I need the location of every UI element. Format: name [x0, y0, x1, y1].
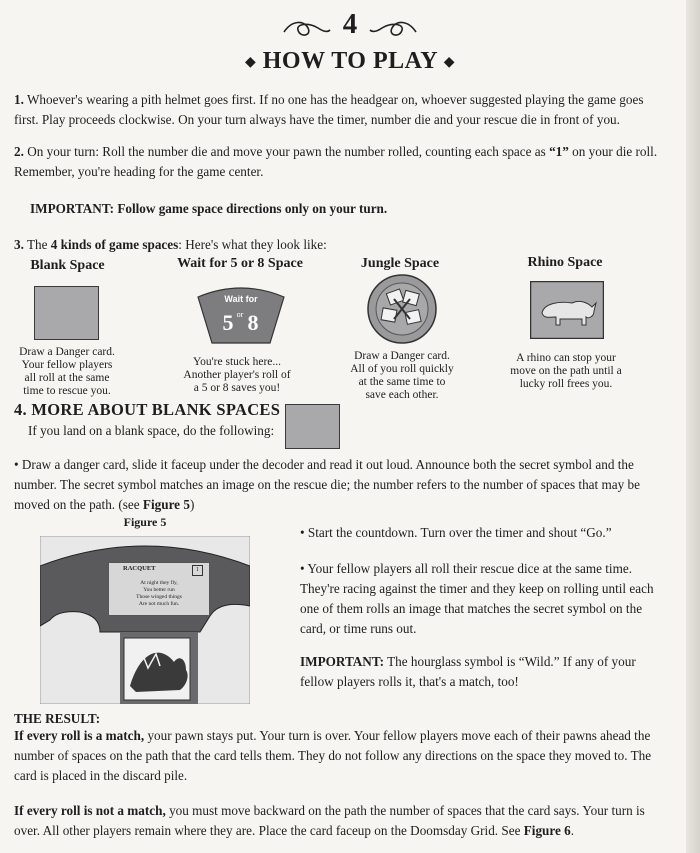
bullet-roll-dice: • Your fellow players all roll their rescue dice at the same time. They're racing against the timer and they keep on rolling until each one of them rolls an image that matches the secret symbol on the card, or time runs out.: [300, 561, 654, 636]
wait-space-icon: [196, 283, 286, 345]
wait-space-title: Wait for 5 or 8 Space: [177, 256, 303, 271]
svg-text:8: 8: [247, 310, 259, 335]
section-4-intro: If you land on a blank space, do the following:: [28, 423, 275, 438]
bullet-draw-card: • Draw a danger card, slide it faceup under the decoder and read it out loud. Announce both the secret symbol and the number. The secret symbol matches an image on the rescue die; the number refers to the number of spaces that may be moved on the path. (see Figure 5): [14, 457, 640, 512]
diamond-icon: ◆: [244, 54, 257, 70]
blank-space-caption: Draw a Danger card. Your fellow players all roll at the same time to rescue you.: [19, 346, 115, 397]
card-verse: At night they fly, You better run Those winged things Are not much fun.: [136, 580, 182, 607]
jungle-space-caption: Draw a Danger card. All of you roll quickly at the same time to save each other.: [350, 350, 454, 401]
rhino-space-title: Rhino Space: [527, 255, 603, 270]
page-title: ◆ HOW TO PLAY ◆: [244, 48, 455, 74]
rhino-space-icon: [530, 281, 604, 339]
section-4-heading: 4. MORE ABOUT BLANK SPACES: [14, 400, 281, 419]
figure-5-label: Figure 5: [123, 515, 167, 529]
paragraph-1: 1. Whoever's wearing a pith helmet goes first. If no one has the headgear on, whoever suggested playing the game goes first. Play proceeds clockwise. On your turn always have the timer, number die and your rescue die in front of you.: [14, 92, 644, 127]
jungle-space-title: Jungle Space: [360, 256, 440, 271]
blank-space-swatch: [34, 286, 99, 340]
paragraph-3: 3. The 4 kinds of game spaces: Here's what they look like:: [14, 237, 327, 252]
card-number: 1: [192, 565, 203, 576]
page-number: 4: [342, 8, 358, 40]
blank-space-swatch-small: [285, 404, 340, 449]
result-no-match: If every roll is not a match, you must move backward on the path the number of spaces that the card says. Your turn is over. All other players remain where they are. Place the card faceup on the Doomsday Grid. See Figure 6.: [14, 803, 645, 838]
result-heading: THE RESULT:: [14, 711, 101, 726]
svg-text:Wait for: Wait for: [224, 294, 258, 304]
jungle-space-icon: [366, 273, 438, 345]
wait-space-caption: You're stuck here... Another player's roll of a 5 or 8 saves you!: [183, 356, 291, 394]
diamond-icon: ◆: [443, 54, 455, 70]
danger-card: [108, 562, 210, 616]
important-note-1: IMPORTANT: Follow game space directions only on your turn.: [30, 201, 388, 216]
svg-text:or: or: [236, 310, 244, 319]
blank-space-title: Blank Space: [30, 258, 105, 273]
result-match: If every roll is a match, your pawn stays put. Your turn is over. Your fellow players move each of their pawns ahead the number of spaces on the path that the card tells them. They do not follow any directions on the space they moved to. The card is placed in the discard pile.: [14, 728, 652, 783]
page-edge: [686, 0, 700, 853]
important-note-2: IMPORTANT: The hourglass symbol is “Wild.” If any of your fellow players rolls it, that's a match, too!: [300, 654, 636, 689]
bullet-countdown: • Start the countdown. Turn over the timer and shout “Go.”: [300, 525, 612, 540]
svg-text:5: 5: [222, 310, 234, 335]
card-title: RACQUET: [123, 565, 156, 572]
paragraph-2: 2. On your turn: Roll the number die and move your pawn the number rolled, counting each space as “1” on your die roll. Remember, you're heading for the game center.: [14, 144, 658, 179]
rhino-space-caption: A rhino can stop your move on the path until a lucky roll frees you.: [510, 352, 622, 390]
